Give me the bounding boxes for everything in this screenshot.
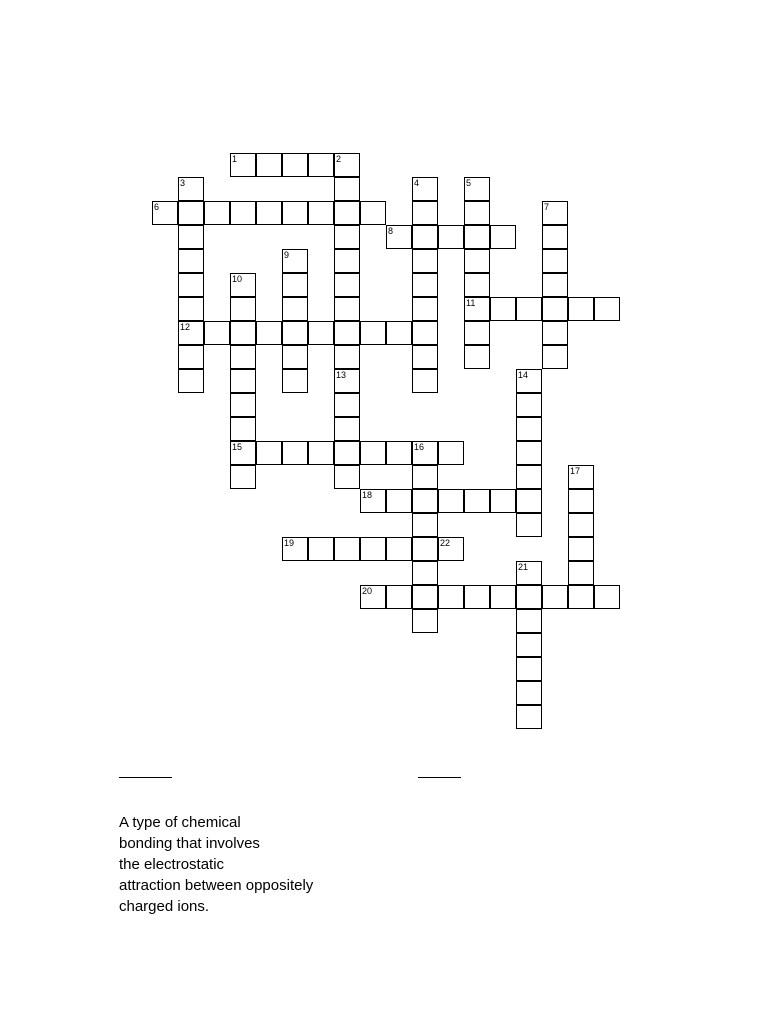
crossword-cell[interactable] [412,537,438,561]
crossword-cell[interactable] [360,441,386,465]
crossword-cell[interactable] [282,249,308,273]
crossword-cell[interactable] [360,321,386,345]
crossword-cell[interactable] [360,489,386,513]
crossword-cell[interactable] [516,489,542,513]
crossword-cell[interactable] [178,225,204,249]
crossword-cell[interactable] [334,297,360,321]
crossword-cell[interactable] [360,585,386,609]
clue-number: 18 [362,490,373,500]
clue-number: 1 [232,154,238,164]
crossword-cell[interactable] [516,561,542,585]
crossword-cell[interactable] [256,441,282,465]
crossword-cell[interactable] [230,417,256,441]
crossword-cell[interactable] [334,417,360,441]
crossword-cell[interactable] [334,369,360,393]
crossword-cell[interactable] [386,321,412,345]
crossword-cell[interactable] [308,153,334,177]
crossword-cell[interactable] [490,297,516,321]
crossword-cell[interactable] [412,489,438,513]
crossword-cell[interactable] [360,201,386,225]
crossword-cell[interactable] [516,369,542,393]
crossword-cell[interactable] [516,393,542,417]
crossword-cell[interactable] [516,441,542,465]
crossword-cell[interactable] [516,513,542,537]
crossword-cell[interactable] [230,321,256,345]
crossword-cell[interactable] [230,273,256,297]
clue-number: 3 [180,178,186,188]
crossword-cell[interactable] [464,177,490,201]
crossword-cell[interactable] [204,201,230,225]
crossword-cell[interactable] [568,465,594,489]
clue-number: 6 [154,202,160,212]
crossword-cell[interactable] [282,273,308,297]
crossword-cell[interactable] [516,633,542,657]
crossword-cell[interactable] [516,657,542,681]
answer-line-right [418,777,461,778]
crossword-cell[interactable] [464,297,490,321]
crossword-cell[interactable] [542,249,568,273]
crossword-cell[interactable] [412,369,438,393]
clue-number: 12 [180,322,191,332]
clue-number: 2 [336,154,342,164]
crossword-cell[interactable] [464,345,490,369]
crossword-cell[interactable] [542,585,568,609]
crossword-cell[interactable] [230,345,256,369]
crossword-cell[interactable] [334,249,360,273]
crossword-cell[interactable] [334,153,360,177]
crossword-cell[interactable] [516,297,542,321]
crossword-cell[interactable] [542,273,568,297]
clue-text: A type of chemical bonding that involves the electrostatic attraction between oppositely charged ions. [119,814,314,915]
answer-line-left [119,777,172,778]
crossword-cell[interactable] [516,705,542,729]
crossword-cell[interactable] [282,297,308,321]
crossword-cell[interactable] [412,585,438,609]
crossword-cell[interactable] [568,561,594,585]
crossword-cell[interactable] [178,369,204,393]
crossword-cell[interactable] [204,321,230,345]
crossword-cell[interactable] [334,273,360,297]
crossword-cell[interactable] [308,321,334,345]
crossword-cell[interactable] [516,609,542,633]
crossword-cell[interactable] [282,321,308,345]
crossword-cell[interactable] [594,585,620,609]
crossword-cell[interactable] [568,537,594,561]
crossword-cell[interactable] [282,345,308,369]
crossword-cell[interactable] [542,297,568,321]
crossword-cell[interactable] [542,201,568,225]
crossword-cell[interactable] [542,345,568,369]
crossword-cell[interactable] [412,561,438,585]
clue-number: 13 [336,370,347,380]
crossword-cell[interactable] [412,465,438,489]
crossword-cell[interactable] [438,537,464,561]
crossword-cell[interactable] [412,297,438,321]
crossword-cell[interactable] [412,441,438,465]
crossword-cell[interactable] [568,489,594,513]
crossword-cell[interactable] [386,537,412,561]
crossword-cell[interactable] [334,177,360,201]
crossword-cell[interactable] [308,441,334,465]
crossword-cell[interactable] [178,297,204,321]
clue-number: 4 [414,178,420,188]
crossword-cell[interactable] [256,153,282,177]
clue-number: 16 [414,442,425,452]
crossword-cell[interactable] [490,225,516,249]
crossword-cell[interactable] [464,225,490,249]
crossword-cell[interactable] [412,321,438,345]
crossword-cell[interactable] [412,609,438,633]
clue-number: 20 [362,586,373,596]
crossword-cell[interactable] [230,297,256,321]
crossword-cell[interactable] [282,537,308,561]
crossword-cell[interactable] [516,417,542,441]
crossword-cell[interactable] [542,321,568,345]
crossword-cell[interactable] [282,441,308,465]
crossword-cell[interactable] [178,249,204,273]
clue-number: 17 [570,466,581,476]
crossword-cell[interactable] [568,297,594,321]
crossword-cell[interactable] [256,321,282,345]
crossword-cell[interactable] [360,537,386,561]
crossword-cell[interactable] [490,489,516,513]
crossword-cell[interactable] [464,201,490,225]
crossword-cell[interactable] [334,321,360,345]
crossword-cell[interactable] [412,345,438,369]
clue-number: 22 [440,538,451,548]
crossword-cell[interactable] [230,465,256,489]
crossword-cell[interactable] [178,321,204,345]
crossword-cell[interactable] [464,321,490,345]
crossword-cell[interactable] [334,441,360,465]
crossword-cell[interactable] [334,201,360,225]
crossword-cell[interactable] [282,201,308,225]
clue-number: 8 [388,226,394,236]
crossword-cell[interactable] [334,225,360,249]
crossword-cell[interactable] [308,537,334,561]
crossword-cell[interactable] [568,585,594,609]
crossword-cell[interactable] [438,489,464,513]
crossword-cell[interactable] [178,345,204,369]
clue-number: 5 [466,178,472,188]
crossword-cell[interactable] [438,585,464,609]
crossword-cell[interactable] [464,273,490,297]
crossword-cell[interactable] [464,489,490,513]
crossword-cell[interactable] [282,153,308,177]
clue-number: 10 [232,274,243,284]
crossword-cell[interactable] [412,225,438,249]
crossword-cell[interactable] [282,369,308,393]
crossword-cell[interactable] [230,201,256,225]
crossword-cell[interactable] [412,273,438,297]
crossword-cell[interactable] [568,513,594,537]
crossword-cell[interactable] [334,465,360,489]
crossword-cell[interactable] [178,177,204,201]
crossword-cell[interactable] [464,249,490,273]
clue-number: 14 [518,370,529,380]
crossword-cell[interactable] [308,201,334,225]
crossword-cell[interactable] [230,153,256,177]
crossword-cell[interactable] [490,585,516,609]
clue-number: 11 [466,298,476,308]
crossword-cell[interactable] [516,585,542,609]
crossword-cell[interactable] [438,441,464,465]
crossword-cell[interactable] [516,465,542,489]
crossword-cell[interactable] [516,681,542,705]
crossword-cell[interactable] [438,225,464,249]
crossword-cell[interactable] [386,441,412,465]
crossword-cell[interactable] [412,513,438,537]
crossword-cell[interactable] [386,225,412,249]
crossword-cell[interactable] [594,297,620,321]
crossword-cell[interactable] [334,393,360,417]
crossword-cell[interactable] [412,201,438,225]
crossword-cell[interactable] [256,201,282,225]
crossword-cell[interactable] [412,177,438,201]
crossword-cell[interactable] [386,489,412,513]
clue-number: 21 [518,562,529,572]
crossword-cell[interactable] [230,369,256,393]
crossword-cell[interactable] [542,225,568,249]
crossword-cell[interactable] [230,441,256,465]
crossword-cell[interactable] [178,273,204,297]
crossword-cell[interactable] [334,345,360,369]
crossword-cell[interactable] [334,537,360,561]
clue-number: 15 [232,442,243,452]
clue-number: 9 [284,250,290,260]
crossword-cell[interactable] [386,585,412,609]
clue-number: 19 [284,538,295,548]
crossword-cell[interactable] [464,585,490,609]
crossword-cell[interactable] [230,393,256,417]
clue-number: 7 [544,202,550,212]
crossword-cell[interactable] [412,249,438,273]
crossword-cell[interactable] [152,201,178,225]
crossword-cell[interactable] [178,201,204,225]
